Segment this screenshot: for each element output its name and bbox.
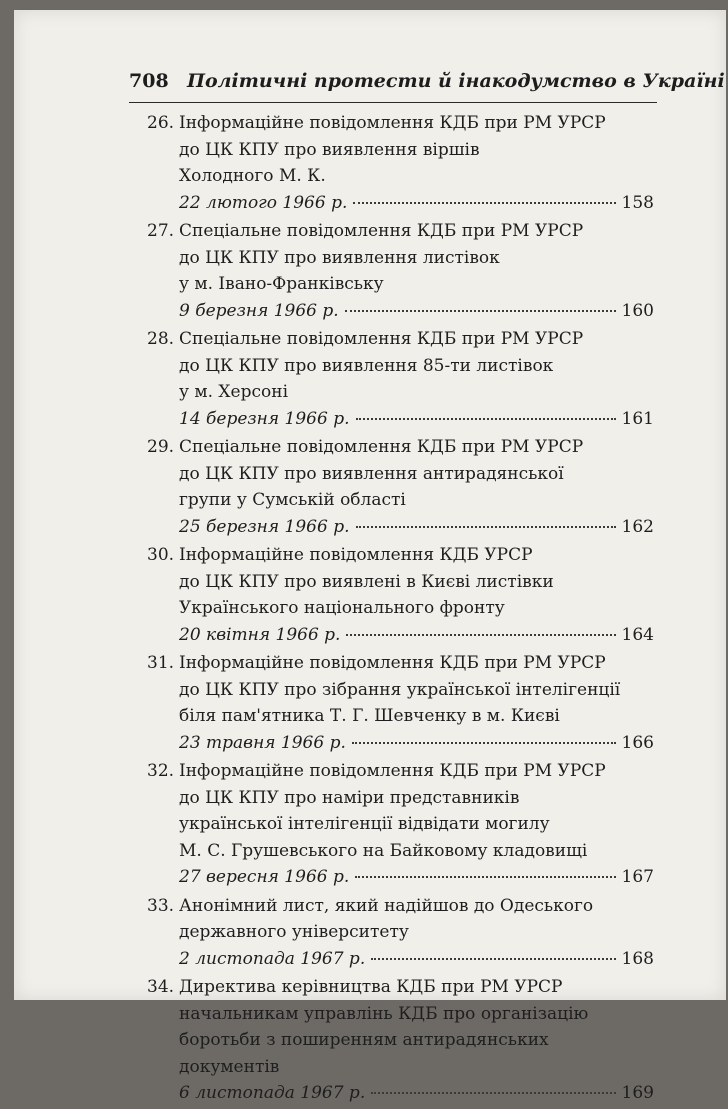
entry-date: 20 квітня 1966 р. [179,624,341,645]
entry-date: 14 березня 1966 р. [179,408,350,429]
entry-title-line: Інформаційне повідомлення КДБ при РМ УРСР [179,113,606,133]
dot-leader [345,309,616,312]
toc-entry [129,758,654,891]
dot-leader [371,1091,615,1094]
entry-date-line [179,406,654,433]
page-number: 708 [129,70,169,92]
entry-page-number: 161 [621,408,654,429]
entry-title-line: М. С. Грушевського на Байковому кладовищі [179,840,588,861]
entry-title-line: Холодного М. К. [179,166,326,186]
entry-page-number: 169 [621,1083,654,1103]
entry-number: 30. [147,545,175,565]
entry-number: 34. [147,977,175,997]
dot-leader [355,875,615,878]
entry-number: 27. [147,221,175,241]
entry-title-line: української інтелігенції відвідати могилу [179,814,550,834]
entry-date: 27 вересня 1966 р. [179,867,350,887]
page-header [129,62,725,103]
dot-leader [346,633,615,636]
entry-title-line: боротьби з поширенням антирадянських [179,1030,549,1050]
entry-page-number: 167 [621,867,654,887]
toc-entry [129,893,654,973]
entry-title-line: у м. Херсоні [179,382,289,402]
toc-entry [129,434,654,540]
table-of-contents [129,110,654,1109]
entry-page-number: 168 [621,948,654,969]
entry-date: 23 травня 1966 р. [179,732,346,753]
entry-title-line: Інформаційне повідомлення КДБ УРСР [179,545,533,565]
entry-title-line: до ЦК КПУ про наміри представників [179,787,520,808]
entry-date-line [179,514,654,541]
toc-entry [129,110,654,216]
entry-date-line [179,946,654,973]
entry-title-line: до ЦК КПУ про виявлення 85-ти листівок [179,355,554,376]
entry-title-line: до ЦК КПУ про виявлення антирадянської [179,463,564,484]
toc-entry [129,542,654,648]
entry-date-line [179,1080,654,1107]
toc-entry [129,326,654,432]
entry-title-line: біля пам'ятника Т. Г. Шевченку в м. Києві [179,706,560,726]
entry-title-line: Директива керівництва КДБ при РМ УРСР [179,977,563,997]
dot-leader [352,741,616,744]
entry-title-line: у м. Івано-Франківську [179,274,384,294]
entry-title-line: начальникам управлінь КДБ про організацію [179,1003,589,1024]
entry-page-number: 158 [621,192,654,213]
entry-number: 29. [147,437,175,457]
entry-title-line: Інформаційне повідомлення КДБ при РМ УРСР [179,653,606,673]
entry-page-number: 166 [621,732,654,753]
entry-date-line [179,864,654,891]
entry-date: 6 листопада 1967 р. [179,1083,366,1103]
entry-title-line: групи у Сумській області [179,490,406,510]
entry-title-line: до ЦК КПУ про виявлення листівок [179,247,500,268]
entry-date: 22 лютого 1966 р. [179,192,348,213]
entry-title-line: Українського національного фронту [179,598,505,618]
entry-number: 33. [147,895,175,916]
entry-title-line: документів [179,1056,280,1077]
entry-date: 25 березня 1966 р. [179,516,350,537]
entry-date-line [179,190,654,217]
entry-page-number: 162 [621,516,654,537]
entry-title-line: до ЦК КПУ про виявлення віршів [179,139,480,160]
entry-title-line: Спеціальне повідомлення КДБ при РМ УРСР [179,329,584,349]
entry-page-number: 164 [621,624,654,645]
book-page [14,10,726,1103]
entry-number: 31. [147,653,175,673]
entry-date: 9 березня 1966 р. [179,300,339,321]
running-title: Політичні протести й інакодумство в Україні [187,70,725,92]
entry-date-line [179,622,654,649]
entry-date: 2 листопада 1967 р. [179,948,366,969]
entry-number: 32. [147,761,175,781]
entry-title-line: Спеціальне повідомлення КДБ при РМ УРСР [179,437,584,457]
entry-date-line [179,730,654,757]
dot-leader [356,525,616,528]
toc-entry [129,218,654,324]
entry-title-line: Інформаційне повідомлення КДБ при РМ УРСР [179,761,606,781]
entry-title-line: до ЦК КПУ про зібрання української інтелігенції [179,679,621,700]
entry-number: 26. [147,113,175,133]
dot-leader [371,957,615,960]
toc-entry [129,974,654,1107]
dot-leader [353,201,615,204]
entry-title-line: Спеціальне повідомлення КДБ при РМ УРСР [179,221,584,241]
entry-title-line: Анонімний лист, який надійшов до Одеського [179,895,594,916]
toc-entry [129,650,654,756]
entry-date-line [179,298,654,325]
entry-title-line: до ЦК КПУ про виявлені в Києві листівки [179,571,554,592]
entry-page-number: 160 [621,300,654,321]
entry-title-line: державного університету [179,922,409,942]
dot-leader [356,417,616,420]
entry-number: 28. [147,329,175,349]
